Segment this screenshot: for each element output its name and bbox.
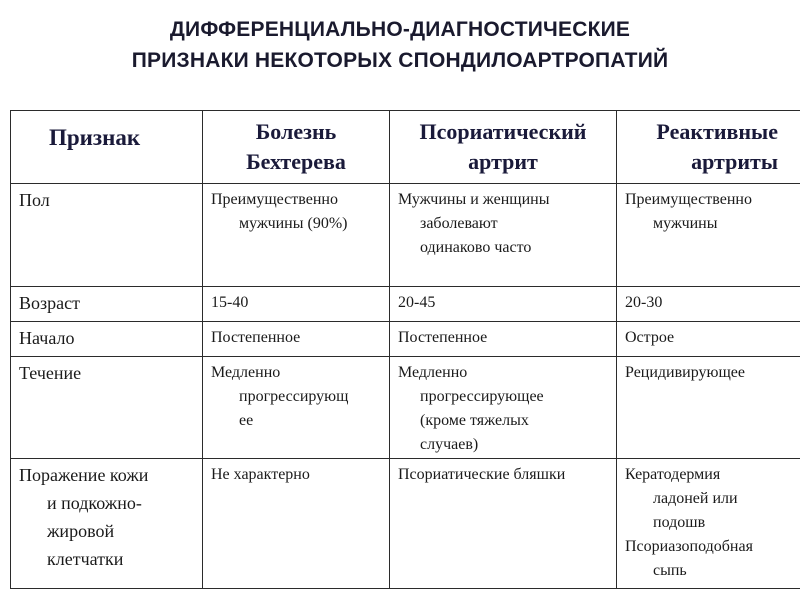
row-cell-reactive: Рецидивирующее [617,357,800,459]
row-cell-bekhterev: Медленно прогрессирующ ее [203,357,390,459]
row-cell-bekhterev: Постепенное [203,322,390,357]
row-cell-bekhterev: Преимущественно мужчины (90%) [203,184,390,287]
page-title [0,14,800,76]
row-cell-reactive: Кератодермия ладоней или подошв Псориазоподобная сыпь [617,459,800,589]
table-header-row [11,111,800,184]
row-cell-psoriatic: Мужчины и женщины заболевают одинаково часто [390,184,617,287]
table-row [11,357,800,459]
row-sign: Начало [11,322,203,357]
row-sign: Пол [11,184,203,287]
row-cell-bekhterev: Не характерно [203,459,390,589]
row-cell-reactive: Преимущественно мужчины [617,184,800,287]
row-sign: Течение [11,357,203,459]
row-cell-psoriatic: Постепенное [390,322,617,357]
header-reactive: Реактивные артриты [617,111,800,184]
row-cell-psoriatic: Псориатические бляшки [390,459,617,589]
table-row [11,287,800,322]
header-sign: Признак [11,111,203,184]
table-row [11,322,800,357]
row-sign: Поражение кожи и подкожно- жировой клетчатки [11,459,203,589]
header-psoriatic: Псориатический артрит [390,111,617,184]
row-cell-bekhterev: 15-40 [203,287,390,322]
diagnostic-table [10,110,800,589]
row-cell-reactive: Острое [617,322,800,357]
row-cell-psoriatic: 20-45 [390,287,617,322]
table-row [11,459,800,589]
header-bekhterev: Болезнь Бехтерева [203,111,390,184]
row-cell-psoriatic: Медленно прогрессирующее (кроме тяжелых случаев) [390,357,617,459]
row-sign: Возраст [11,287,203,322]
row-cell-reactive: 20-30 [617,287,800,322]
title-line-2: ПРИЗНАКИ НЕКОТОРЫХ СПОНДИЛОАРТРОПАТИЙ [131,49,669,72]
title-line-1: ДИФФЕРЕНЦИАЛЬНО-ДИАГНОСТИЧЕСКИЕ [169,18,631,41]
table-row [11,184,800,287]
